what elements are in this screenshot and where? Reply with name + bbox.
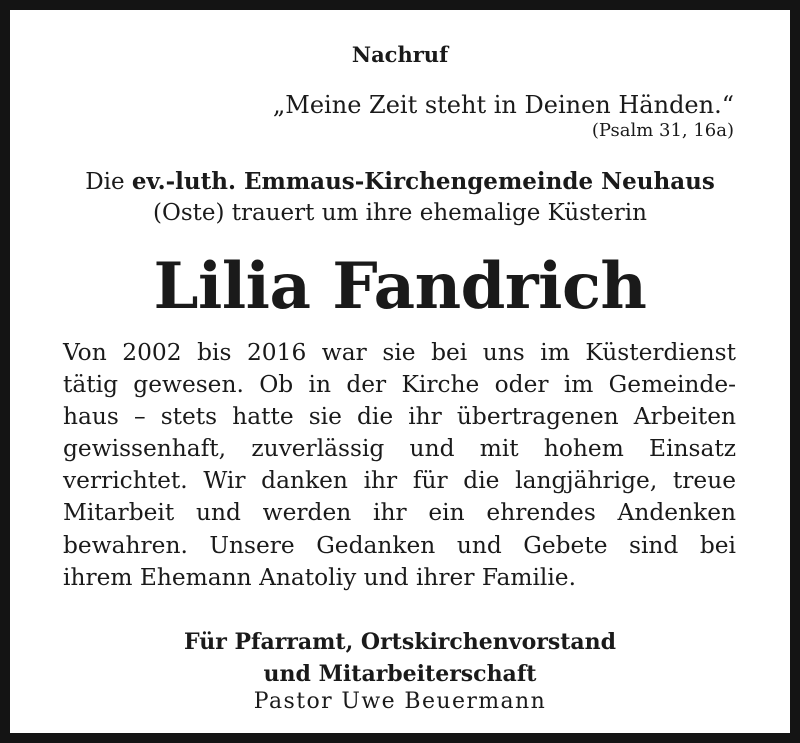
closing-line-2: und Mitarbeiterschaft (263, 661, 537, 687)
intro-text (50, 166, 750, 229)
intro-line-2: (Oste) trauert um ihre ehemalige Küsterin (153, 200, 647, 226)
body-line: Mitarbeit und werden ihr ein ehrendes Andenken (63, 499, 736, 527)
body-line: Von 2002 bis 2016 war sie bei uns im Küsterdienst (63, 339, 736, 366)
bible-citation: (Psalm 31, 16a) (591, 120, 734, 141)
body-line: tätig gewesen. Ob in der Kirche oder im Gemeinde- (63, 371, 736, 399)
bible-quote: „Meine Zeit steht in Deinen Händen.“ (272, 91, 734, 119)
deceased-name: Lilia Fandrich (153, 249, 647, 324)
body-line: gewissenhaft, zuverlässig und mit hohem Einsatz (63, 435, 736, 463)
intro-prefix: Die (85, 169, 132, 195)
signer-name: Pastor Uwe Beuermann (253, 689, 547, 714)
body-line: ihrem Ehemann Anatoliy und ihrer Familie. (63, 563, 576, 591)
closing-block (10, 626, 790, 690)
intro-line-1 (50, 166, 750, 198)
parish-name: ev.-luth. Emmaus-Kirchengemeinde Neuhaus (131, 168, 715, 195)
body-line: haus – stets hatte sie die ihr übertragenen Arbeiten (63, 403, 736, 431)
body-line: bewahren. Unsere Gedanken und Gebete sind bei (63, 531, 736, 559)
notice-heading: Nachruf (351, 42, 449, 67)
body-text (63, 337, 736, 594)
body-line: verrichtet. Wir danken ihr für die langjährige, treue (63, 467, 736, 495)
closing-line-1: Für Pfarramt, Ortskirchenvorstand (183, 629, 617, 655)
